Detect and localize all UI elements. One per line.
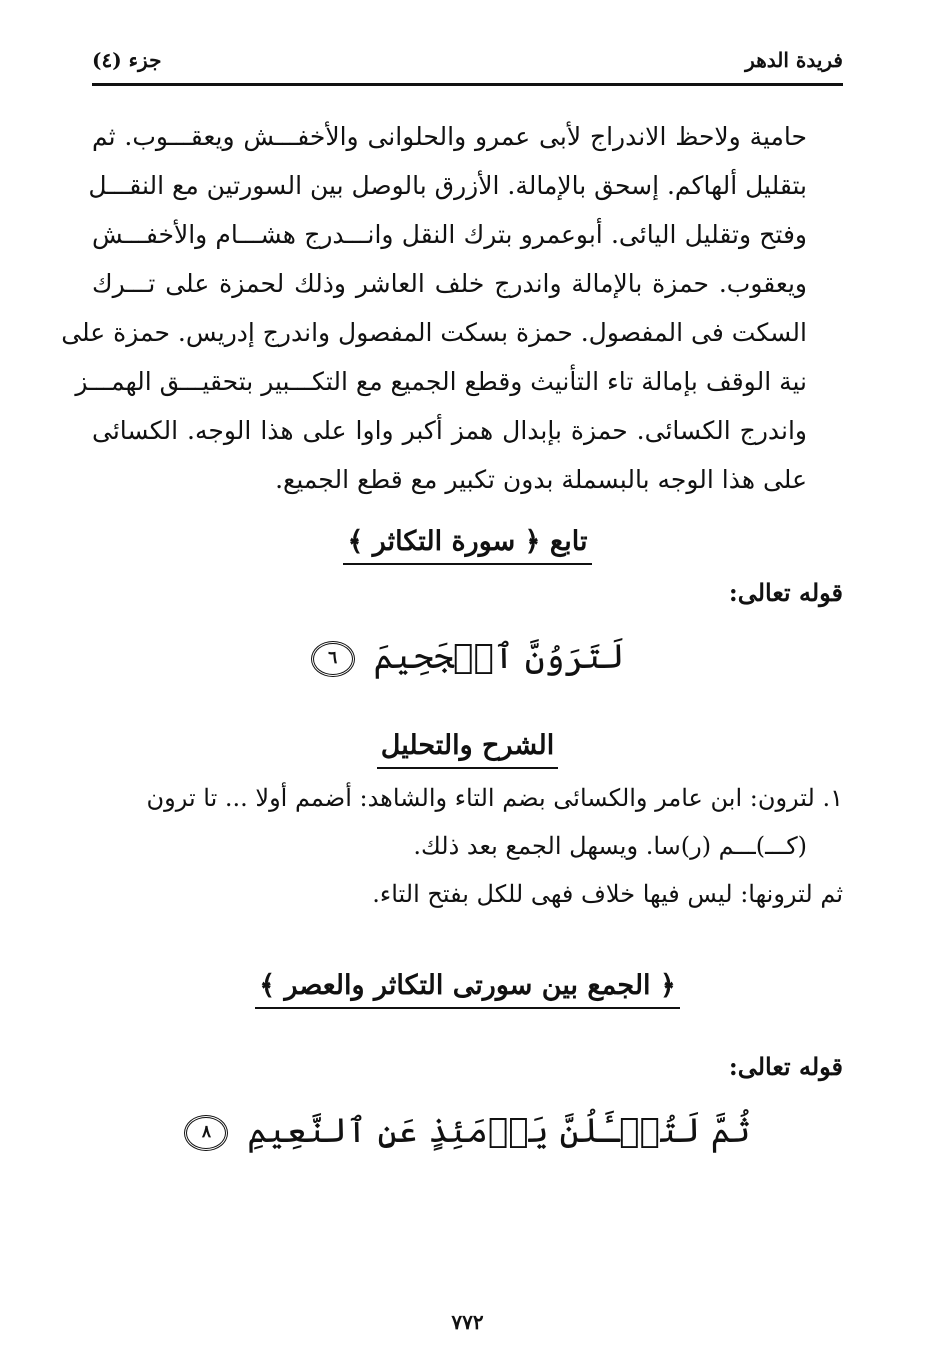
section-heading-explanation [0, 730, 935, 769]
verse-text: لَتَرَوُنَّ ٱلۡجَحِيمَ [373, 637, 625, 677]
paragraph-line: حامية ولاحظ الاندراج لأبى عمرو والحلوانى والأخفـــش ويعقـــوب. ثم [92, 122, 807, 151]
book-title: فريدة الدهر [745, 48, 843, 72]
verse-label: قوله تعالى: [728, 578, 843, 607]
section-heading-text: تابع ﴿ سورة التكاثر ﴾ [343, 526, 591, 565]
explanation-item: ١. لترون: ابن عامر والكسائى بضم التاء والشاهد: أضمم أولا ... تا ترون [146, 784, 843, 812]
verse-text: ثُمَّ لَتُسۡـَٔلُنَّ يَوۡمَئِذٍ عَنِ ٱلنَّعِيمِ [247, 1111, 751, 1151]
header-rule [92, 83, 843, 86]
section-heading-text: ﴿ الجمع بين سورتى التكاثر والعصر ﴾ [255, 970, 680, 1009]
section-heading-combine [0, 970, 935, 1009]
verse-label: قوله تعالى: [728, 1052, 843, 1081]
paragraph-line: السكت فى المفصول. حمزة بسكت المفصول واندرج إدريس. حمزة على [61, 318, 807, 347]
section-heading-surah [0, 526, 935, 565]
paragraph-line: بتقليل ألهاكم. إسحق بالإمالة. الأزرق بالوصل بين السورتين مع النقـــل [88, 171, 807, 200]
page-number: ٧٧٢ [451, 1310, 484, 1334]
intro-paragraph [61, 112, 807, 504]
explanation-note: ثم لترونها: ليس فيها خلاف فهى للكل بفتح التاء. [372, 880, 843, 908]
quran-verse [0, 636, 935, 677]
paragraph-line: واندرج الكسائى. حمزة بإبدال همز أكبر واوا على هذا الوجه. الكسائى [92, 416, 807, 445]
part-label: جزء (٤) [92, 48, 162, 72]
paragraph-line: نية الوقف بإمالة تاء التأنيث وقطع الجميع مع التكـــبير بتحقيـــق الهمـــز [75, 367, 807, 396]
section-heading-text: الشرح والتحليل [377, 730, 558, 769]
paragraph-line: ويعقوب. حمزة بالإمالة واندرج خلف العاشر وذلك لحمزة على تـــرك [92, 269, 807, 298]
paragraph-line: على هذا الوجه بالبسملة بدون تكبير مع قطع الجميع. [275, 465, 807, 494]
ayah-number-icon: ٦ [311, 641, 355, 677]
page-header [92, 44, 843, 84]
quran-verse [0, 1110, 935, 1151]
ayah-number-icon: ٨ [184, 1115, 228, 1151]
explanation-item-continued: (كـــ)ـــم (ر)سا. ويسهل الجمع بعد ذلك. [413, 832, 807, 860]
paragraph-line: وفتح وتقليل اليائى. أبوعمرو بترك النقل وانـــدرج هشـــام والأخفـــش [92, 220, 807, 249]
